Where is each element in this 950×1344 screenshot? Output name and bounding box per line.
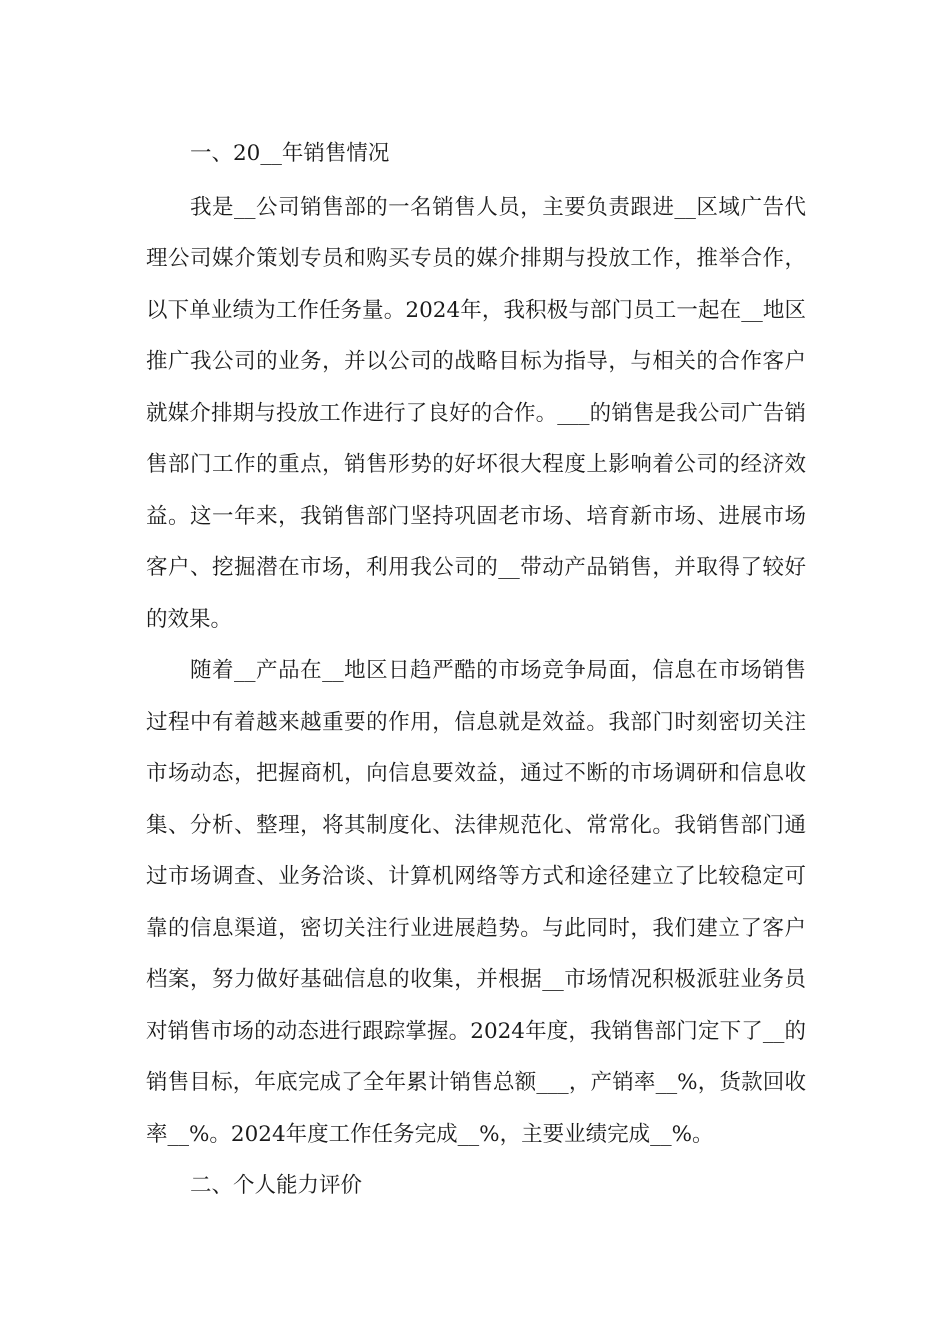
document-body [146,128,806,1212]
section-heading-ability: 二、个人能力评价 [190,1173,363,1198]
paragraph-sales-overview: 我是__公司销售部的一名销售人员，主要负责跟进__区域广告代理公司媒介策划专员和购买专员的媒介排期与投放工作，推举合作，以下单业绩为工作任务量。2024年，我积极与部门员工一起在__地区推广我公司的业务，并以公司的战略目标为指导，与相关的合作客户就媒介排期与投放工作进行了良好的合作。___的销售是我公司广告销售部门工作的重点，销售形势的好坏很大程度上影响着公司的经济效益。这一年来，我销售部门坚持巩固老市场、培育新市场、进展市场客户、挖掘潜在市场，利用我公司的__带动产品销售，并取得了较好的效果。 [146,194,806,632]
paragraph-market-information: 随着__产品在__地区日趋严酷的市场竞争局面，信息在市场销售过程中有着越来越重要的作用，信息就是效益。我部门时刻密切关注市场动态，把握商机，向信息要效益，通过不断的市场调研和信息收集、分析、整理，将其制度化、法律规范化、常常化。我销售部门通过市场调查、业务洽谈、计算机网络等方式和途径建立了比较稳定可靠的信息渠道，密切关注行业进展趋势。与此同时，我们建立了客户档案，努力做好基础信息的收集，并根据__市场情况积极派驻业务员对销售市场的动态进行跟踪掌握。2024年度，我销售部门定下了__的销售目标，年底完成了全年累计销售总额___，产销率__%，货款回收率__%。2024年度工作任务完成__%，主要业绩完成__%。 [146,658,806,1147]
section-heading-sales: 一、20__年销售情况 [190,141,390,166]
